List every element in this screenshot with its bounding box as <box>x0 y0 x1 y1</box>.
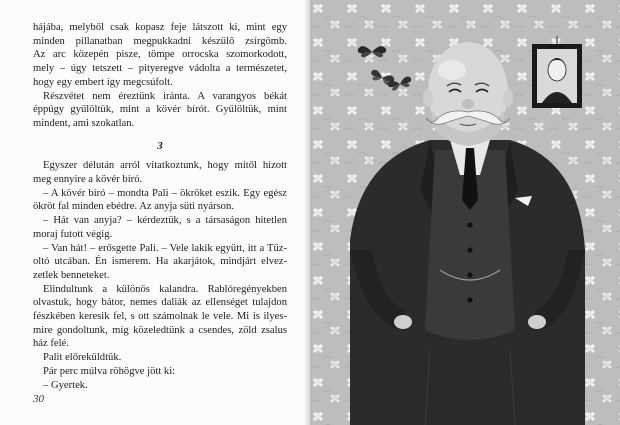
text-line: Az arc közepén pisze, tömpe orrocska szomorkodott, <box>33 49 287 61</box>
text-line: ház felé. <box>33 338 69 350</box>
text-line: mely – úgy tetszett – pityeregve vádolta a természetet, <box>33 63 287 75</box>
portrait-frame-icon <box>532 36 582 108</box>
text-line: oltó utcában. Én ismerem. Ha akarjátok, mindjárt elvez- <box>33 256 287 268</box>
text-line: Elindultunk a különös kalandra. Rablóregényekben <box>43 283 287 295</box>
text-column <box>33 21 287 392</box>
page-number: 30 <box>33 393 44 405</box>
text-line: Palit előreküldtük. <box>43 352 122 364</box>
chapter-number: 3 <box>157 139 163 152</box>
text-line: Egyszer délután arról vitatkoztunk, hogy mitől hízott <box>43 160 287 172</box>
text-line: minden pillanatban megpukkadni készülő zsírgömb. <box>33 35 287 47</box>
text-line: ökröt fal minden ebédre. Az anyja süti nyárson. <box>33 201 234 213</box>
text-line: – Van hát! – erősgette Pali. – Vele lakik együtt, itt a Tűz- <box>43 242 287 254</box>
text-line: meg ennyire a kövér bíró. <box>33 174 143 186</box>
text-page <box>0 0 308 425</box>
text-line: – Gyertek. <box>43 379 88 391</box>
text-line: moraj futott végig. <box>33 228 113 240</box>
fat-judge-figure <box>350 140 585 425</box>
text-line: éppúgy gyűlöltük, mint a kövér bírót. Gyűlöltük, mint <box>33 104 287 116</box>
text-line: mindent, ami szokatlan. <box>33 117 135 129</box>
text-line: fészkében keresik fel, s ott számolnak le vele. Mi is ilyes- <box>33 311 287 323</box>
text-line: mire gondoltunk, míg közeledtünk a csendes, zöld zsalus <box>33 324 287 336</box>
text-line: – Hát van anyja? – kérdeztük, s a társaságon hitetlen <box>43 215 287 227</box>
illustration <box>310 0 620 425</box>
text-line: zetlek benneteket. <box>33 269 110 281</box>
text-line: Részvétet nem éreztünk iránta. A varangyos békát <box>43 90 287 102</box>
text-line: – A kövér bíró – mondta Pali – ökröket eszik. Egy egész <box>43 187 287 199</box>
text-line: Pár perc múlva röhögve jött ki: <box>43 365 176 377</box>
text-line: hogy egy embert így megcsúfolt. <box>33 76 173 88</box>
text-line: olvastuk, hogy bátor, nemes daliák az ellenséget tulajdon <box>33 297 287 309</box>
text-line: hájába, melyből csak kopasz feje látszott ki, mint egy <box>33 22 287 33</box>
